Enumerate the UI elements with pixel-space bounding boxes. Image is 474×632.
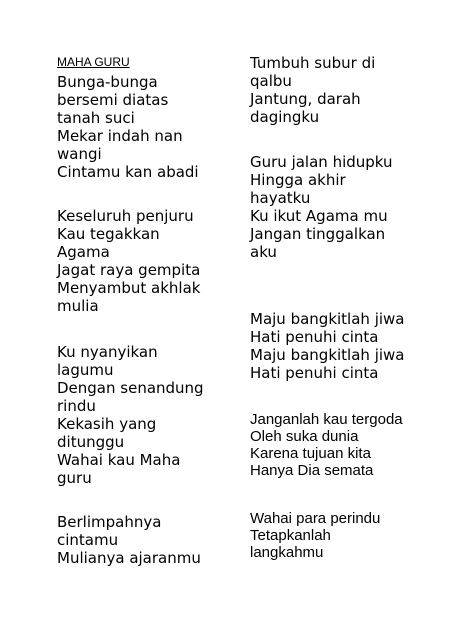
poem-line: hayatku (250, 189, 311, 207)
poem-line: rindu (57, 397, 96, 415)
poem-line: Bunga-bunga (57, 73, 158, 91)
poem-line: Dengan senandung (57, 379, 204, 397)
poem-line: Keseluruh penjuru (57, 207, 194, 225)
poem-line: guru (57, 469, 92, 487)
stanza-right-3 (250, 310, 404, 382)
poem-line: Menyambut akhlak (57, 279, 201, 297)
poem-line: Jangan tinggalkan (250, 225, 386, 243)
poem-line: wangi (57, 145, 102, 163)
stanza-left-2 (57, 207, 200, 315)
poem-line: Hati penuhi cinta (250, 364, 379, 382)
poem-line: Hati penuhi cinta (250, 328, 379, 346)
poem-line: Oleh suka dunia (250, 428, 359, 445)
stanza-right-1 (250, 54, 375, 126)
poem-line: Wahai kau Maha (57, 451, 181, 469)
poem-line: Maju bangkitlah jiwa (250, 310, 405, 328)
stanza-left-4 (57, 513, 201, 567)
poem-title: MAHA GURU (57, 55, 130, 69)
poem-line: Wahai para perindu (250, 510, 381, 527)
poem-line: Mekar indah nan (57, 127, 183, 145)
poem-line: Berlimpahnya (57, 513, 162, 531)
poem-line: mulia (57, 297, 99, 315)
poem-line: Jantung, darah (250, 90, 361, 108)
stanza-left-1 (57, 73, 199, 181)
poem-line: Hanya Dia semata (250, 462, 374, 479)
poem-line: Guru jalan hidupku (250, 153, 393, 171)
poem-line: Jagat raya gempita (57, 261, 201, 279)
poem-line: Ku ikut Agama mu (250, 207, 388, 225)
poem-line: Hingga akhir (250, 171, 346, 189)
poem-line: Cintamu kan abadi (57, 163, 199, 181)
poem-line: Agama (57, 243, 110, 261)
poem-line: Kau tegakkan (57, 225, 160, 243)
poem-line: Tetapkanlah (250, 527, 331, 544)
poem-line: dagingku (250, 108, 320, 126)
poem-line: langkahmu (250, 544, 324, 561)
poem-line: Mulianya ajaranmu (57, 549, 201, 567)
poem-line: tanah suci (57, 109, 135, 127)
poem-line: cintamu (57, 531, 119, 549)
poem-line: bersemi diatas (57, 91, 169, 109)
stanza-right-4 (250, 411, 403, 479)
poem-line: aku (250, 243, 277, 261)
poem-line: lagumu (57, 361, 114, 379)
stanza-right-5 (250, 510, 380, 561)
poem-line: ditunggu (57, 433, 125, 451)
poem-line: Kekasih yang (57, 415, 157, 433)
poem-line: qalbu (250, 72, 292, 90)
poem-line: Tumbuh subur di (250, 54, 376, 72)
poem-line: Maju bangkitlah jiwa (250, 346, 405, 364)
stanza-right-2 (250, 153, 393, 261)
stanza-left-3 (57, 343, 204, 487)
poem-line: Janganlah kau tergoda (250, 411, 403, 428)
poem-line: Karena tujuan kita (250, 445, 371, 462)
poem-line: Ku nyanyikan (57, 343, 158, 361)
